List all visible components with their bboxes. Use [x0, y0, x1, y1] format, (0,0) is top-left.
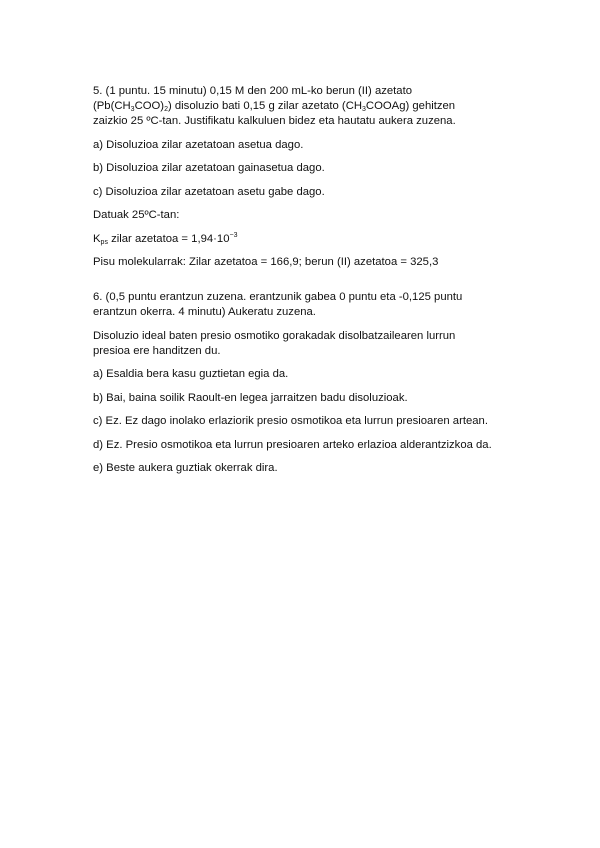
q6-prompt-line1: Disoluzio ideal baten presio osmotiko gorakadak disolbatzailearen lurrun: [93, 329, 456, 342]
question-5: [93, 84, 523, 279]
q5-kps-exp: −3: [229, 231, 238, 239]
q6-prompt-line2: presioa ere handitzen du.: [93, 344, 221, 357]
q5-sub-2: 2: [164, 106, 168, 113]
q6-option-d: d) Ez. Presio osmotikoa eta lurrun presioaren arteko erlazioa alderantzizkoa da.: [93, 438, 492, 451]
q5-option-c: c) Disoluzioa zilar azetatoan asetu gabe dago.: [93, 185, 325, 198]
q5-data-title: Datuak 25ºC-tan:: [93, 209, 180, 221]
q5-option-a: a) Disoluzioa zilar azetatoan asetua dago.: [93, 138, 304, 151]
q5-kps-text: zilar azetatoa = 1,94·10: [107, 232, 230, 245]
q5-statement-line3: zaizkio 25 ºC-tan. Justifikatu kalkuluen bidez eta hautatu aukera zuzena.: [93, 115, 456, 127]
q6-statement-line1: 6. (0,5 puntu erantzun zuzena. erantzunik gabea 0 puntu eta -0,125 puntu: [93, 291, 463, 303]
question-6-statement: [93, 290, 523, 320]
question-5-statement: [93, 84, 523, 129]
q5-statement-line2-mid1: COO): [134, 100, 165, 112]
q6-option-c: c) Ez. Ez dago inolako erlaziorik presio osmotikoa eta lurrun presioaren artean.: [93, 415, 488, 427]
q6-statement-line2: erantzun okerra. 4 minutu) Aukeratu zuzena.: [93, 306, 316, 318]
q5-statement-line1: 5. (1 puntu. 15 minutu) 0,15 M den 200 mL-ko berun (II) azetato: [93, 85, 413, 97]
q6-option-b: b) Bai, baina soilik Raoult-en legea jarraitzen badu disoluzioak.: [93, 391, 408, 404]
q5-kps-line: [93, 232, 523, 247]
q5-molecular-weights: Pisu molekularrak: Zilar azetatoa = 166,9; berun (II) azetatoa = 325,3: [93, 256, 439, 268]
question-6-prompt: [93, 329, 523, 359]
q5-kps-sub: ps: [100, 238, 108, 246]
q5-sub-3a: 3: [130, 106, 135, 113]
q5-option-b: b) Disoluzioa zilar azetatoan gainasetua dago.: [93, 162, 325, 174]
q5-statement-line2-mid2: ) disoluzio bati 0,15 g zilar azetato (CH: [167, 100, 363, 112]
question-6: [93, 290, 523, 485]
q6-option-e: e) Beste aukera guztiak okerrak dira.: [93, 462, 278, 474]
q5-statement-line2-pre: (Pb(CH: [93, 100, 131, 112]
q5-statement-line2-post: COOAg) gehitzen: [365, 100, 456, 112]
q5-sub-3b: 3: [362, 106, 366, 113]
q5-kps-label: K: [93, 232, 101, 245]
q6-option-a: a) Esaldia bera kasu guztietan egia da.: [93, 368, 289, 380]
